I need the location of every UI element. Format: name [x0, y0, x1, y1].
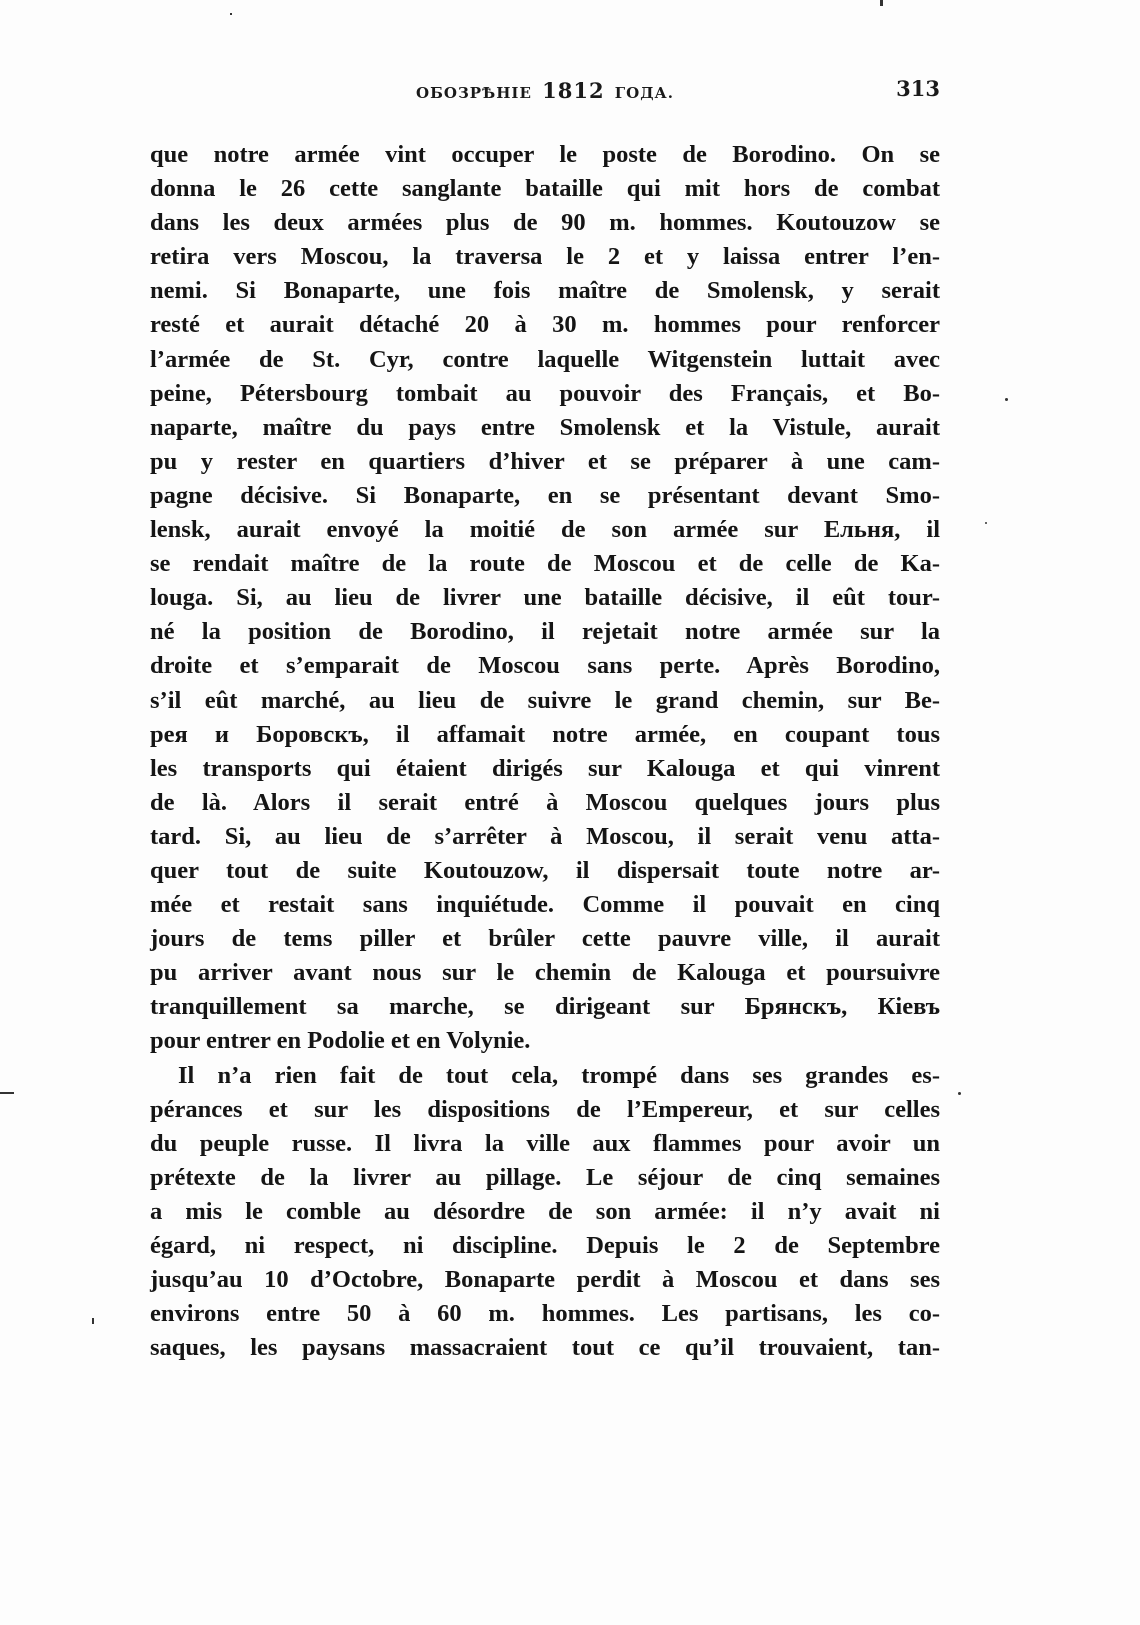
text-line: louga. Si, au lieu de livrer une bataille décisive, il eût tour-	[150, 584, 940, 612]
scan-speck	[985, 522, 987, 524]
text-line: resté et aurait détaché 20 à 30 m. hommes pour renforcer	[150, 311, 940, 339]
text-line: donna le 26 cette sanglante bataille qui mit hors de combat	[150, 175, 940, 203]
running-title-right: ГОДА.	[614, 84, 674, 102]
text-line: Il n’a rien fait de tout cela, trompé dans ses grandes es-	[178, 1061, 940, 1089]
text-line: a mis le comble au désordre de son armée: il n’y avait ni	[150, 1197, 940, 1225]
text-line: jours de tems piller et brûler cette pauvre ville, il aurait	[150, 925, 940, 953]
text-line: рея и Боровскъ, il affamait notre armée, en coupant tous	[150, 720, 940, 748]
text-line: jusqu’au 10 d’Octobre, Bonaparte perdit à Moscou et dans ses	[150, 1266, 940, 1294]
text-line: l’armée de St. Cyr, contre laquelle Witgenstein luttait avec	[150, 345, 940, 373]
scan-speck	[958, 1092, 961, 1095]
text-line: se rendait maître de la route de Moscou et de celle de Ka-	[150, 550, 940, 578]
scan-speck	[880, 0, 883, 6]
text-line: saques, les paysans massacraient tout ce qu’il trouvaient, tan-	[150, 1334, 940, 1362]
page-header	[150, 78, 940, 108]
text-line: tard. Si, au lieu de s’arrêter à Moscou, il serait venu atta-	[150, 822, 940, 850]
text-line: environs entre 50 à 60 m. hommes. Les partisans, les co-	[150, 1300, 940, 1328]
text-line: du peuple russe. Il livra la ville aux flammes pour avoir un	[150, 1129, 940, 1157]
page-number: 313	[896, 76, 940, 101]
scan-speck	[92, 1318, 94, 1324]
text-line: pagne décisive. Si Bonaparte, en se présentant devant Smo-	[150, 481, 940, 509]
text-line: mée et restait sans inquiétude. Comme il pouvait en cinq	[150, 891, 940, 919]
body-text	[150, 138, 940, 1365]
text-line: les transports qui étaient dirigés sur Kalouga et qui vinrent	[150, 754, 940, 782]
text-line: que notre armée vint occuper le poste de Borodino. On se	[150, 141, 940, 168]
text-line: nemi. Si Bonaparte, une fois maître de Smolensk, y serait	[150, 277, 940, 305]
text-line: s’il eût marché, au lieu de suivre le grand chemin, sur Be-	[150, 686, 940, 714]
scan-speck	[1005, 398, 1008, 401]
text-line: droite et s’emparait de Moscou sans perte. Après Borodino,	[150, 652, 940, 680]
scan-speck	[230, 13, 232, 15]
paragraph-1	[150, 138, 940, 1059]
text-line: né la position de Borodino, il rejetait notre armée sur la	[150, 618, 940, 646]
text-line: égard, ni respect, ni discipline. Depuis le 2 de Septembre	[150, 1232, 940, 1259]
text-line: retira vers Moscou, la traversa le 2 et y laissa entrer l’en-	[150, 243, 940, 271]
running-title-left: ОБОЗРѢНІЕ	[416, 84, 532, 102]
scan-speck	[0, 1092, 14, 1094]
text-line: pour entrer en Podolie et en Volynie.	[150, 1027, 531, 1055]
text-line: prétexte de la livrer au pillage. Le séjour de cinq semaines	[150, 1163, 940, 1191]
text-line: peine, Pétersbourg tombait au pouvoir des Français, et Bo-	[150, 379, 940, 407]
paragraph-2	[150, 1059, 940, 1366]
running-title	[150, 78, 940, 103]
running-title-year: 1812	[542, 78, 605, 103]
text-line: tranquillement sa marche, se dirigeant sur Брянскъ, Кіевъ	[150, 993, 940, 1021]
text-line: lensk, aurait envoyé la moitié de son armée sur Ельня, il	[150, 516, 940, 544]
text-line: pu y rester en quartiers d’hiver et se préparer à une cam-	[150, 447, 940, 475]
text-line: pérances et sur les dispositions de l’Empereur, et sur celles	[150, 1095, 940, 1123]
text-line: de là. Alors il serait entré à Moscou quelques jours plus	[150, 788, 940, 816]
text-line: dans les deux armées plus de 90 m. hommes. Koutouzow se	[150, 209, 940, 237]
text-line: quer tout de suite Koutouzow, il dispersait toute notre ar-	[150, 856, 940, 884]
text-line: naparte, maître du pays entre Smolensk et la Vistule, aurait	[150, 413, 940, 441]
text-line: pu arriver avant nous sur le chemin de Kalouga et poursuivre	[150, 959, 940, 987]
